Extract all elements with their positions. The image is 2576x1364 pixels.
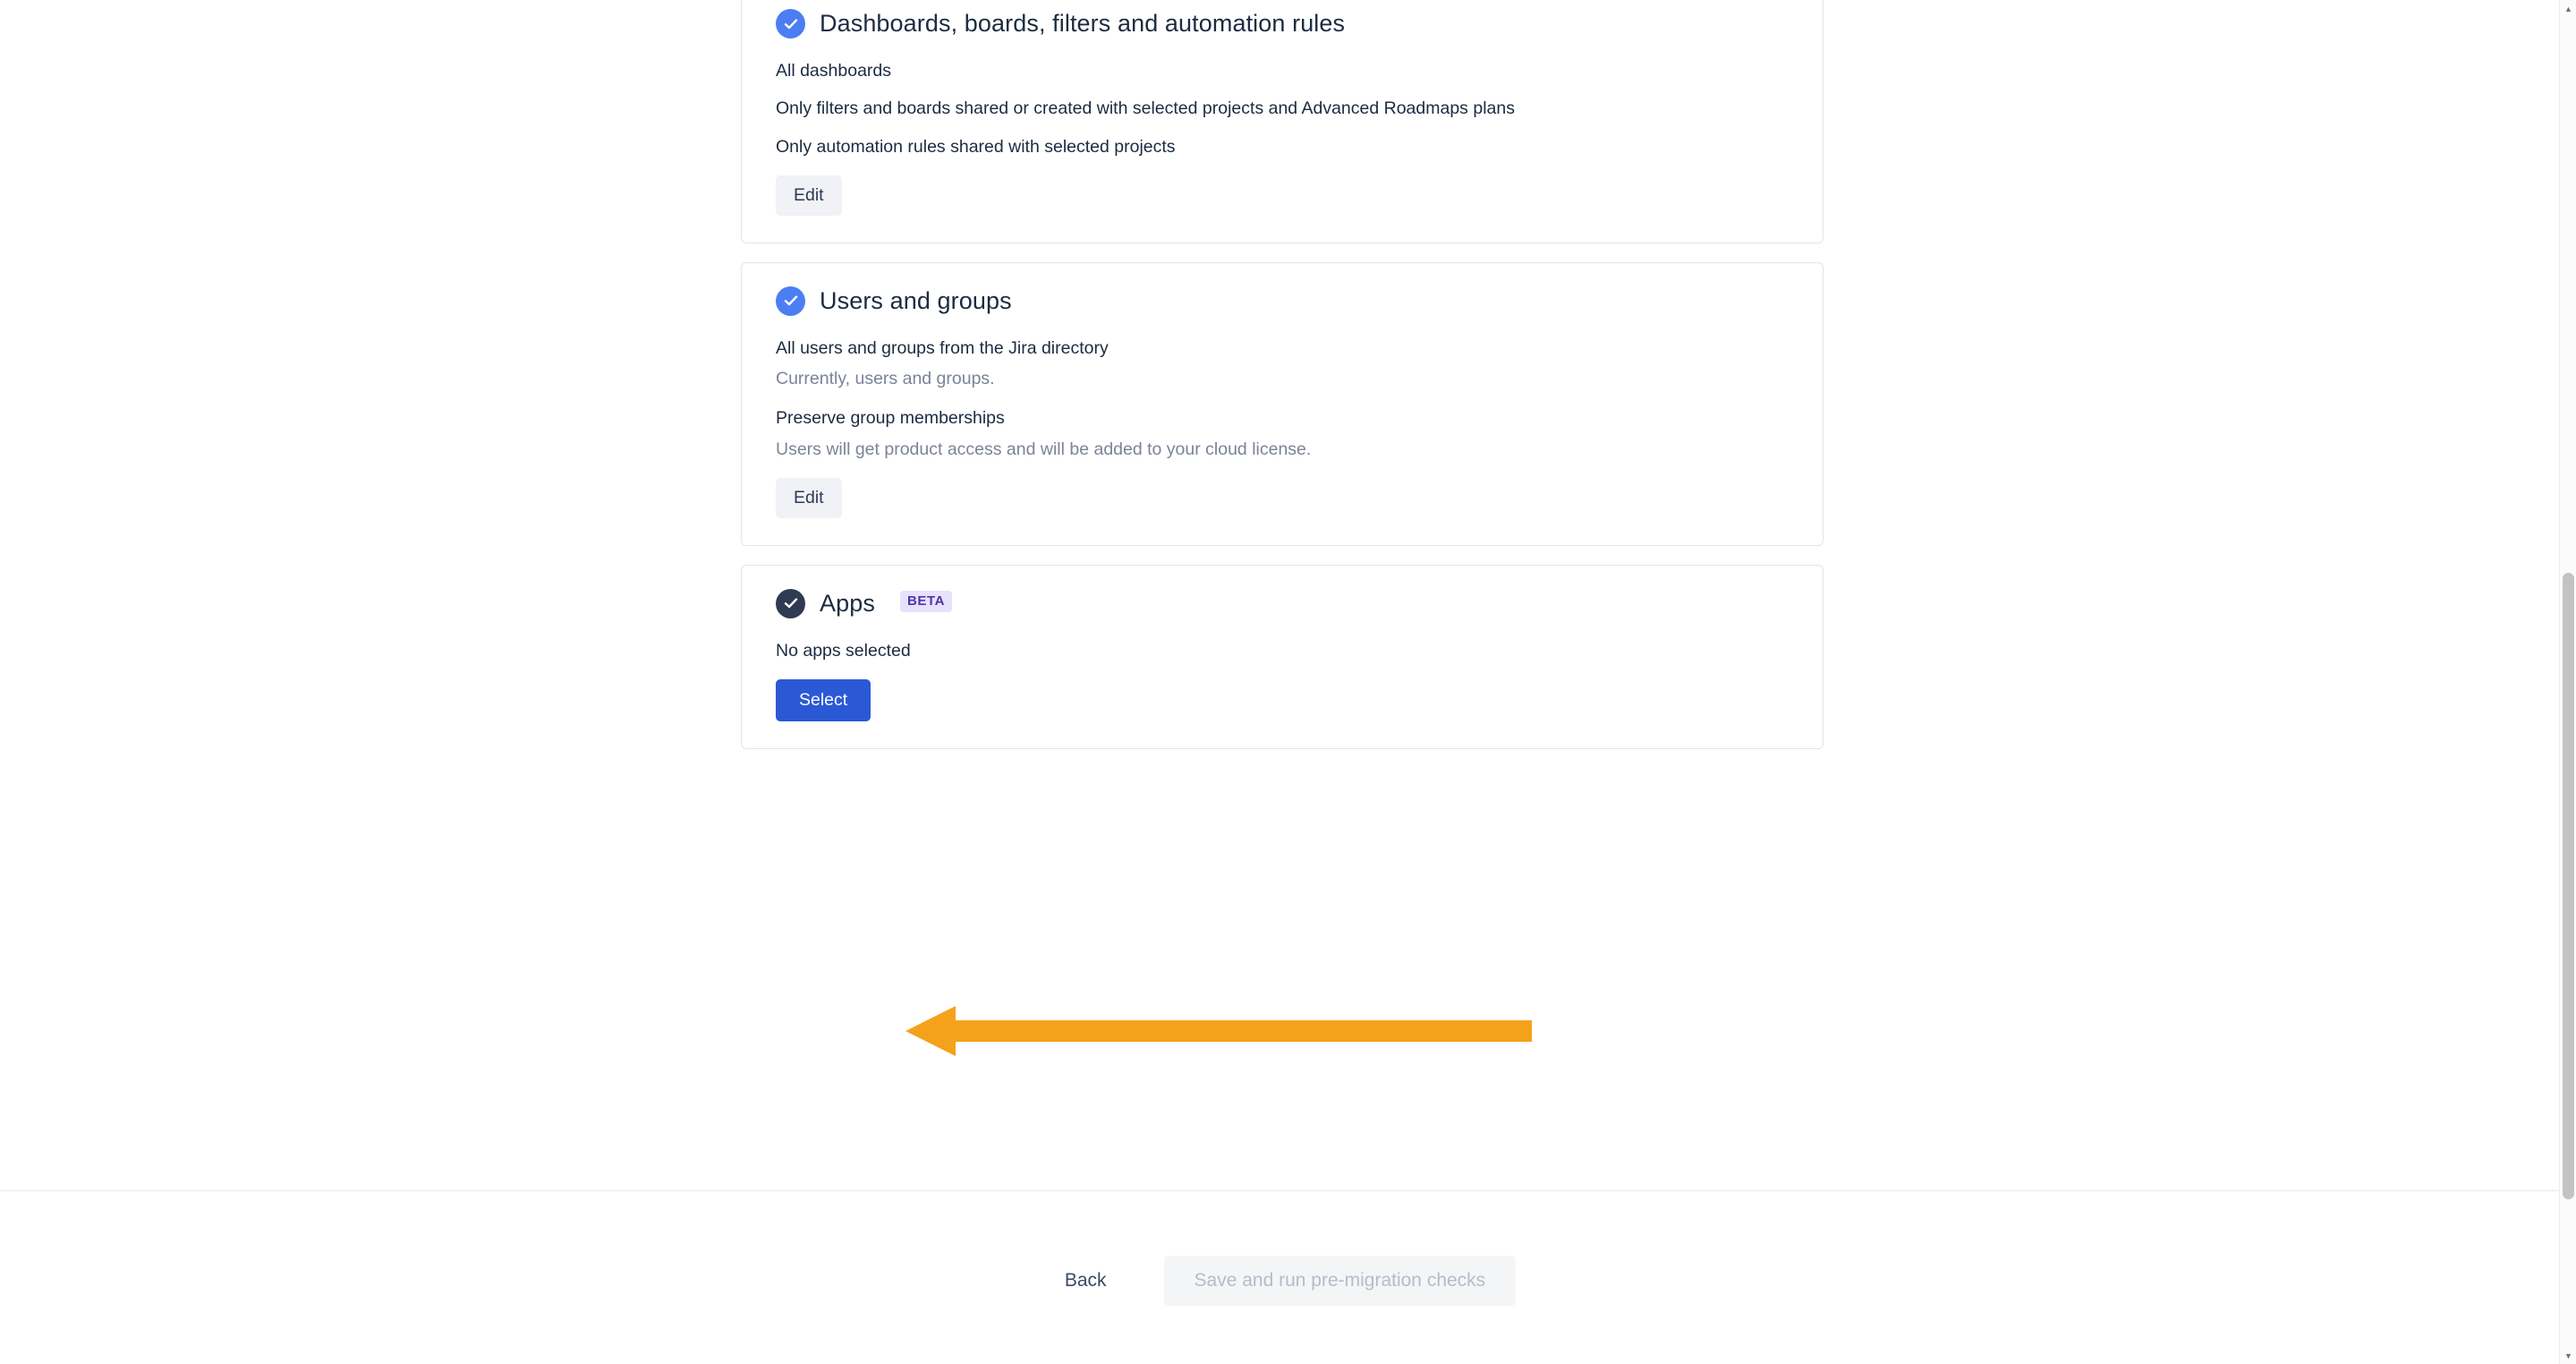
scope-detail-line: All users and groups from the Jira directory [776,337,1109,358]
scope-detail-line: All dashboards [776,61,891,81]
footer-actions [1043,1256,1516,1306]
scope-detail-line: Preserve group memberships [776,408,1005,429]
scope-detail-line: Only automation rules shared with selected projects [776,136,1176,157]
scope-detail-line: Only filters and boards shared or created with selected projects and Advanced Roadmaps plans [776,98,1515,119]
scope-detail-line: No apps selected [776,640,911,661]
scope-card-users-title: Users and groups [820,286,1012,314]
check-circle-icon [776,286,805,316]
edit-button-dashboards[interactable]: Edit [776,175,842,216]
vertical-scrollbar[interactable] [2559,0,2576,1364]
scope-card-dashboards-title: Dashboards, boards, filters and automation rules [820,10,1346,37]
scope-card-users-and-groups [741,262,1824,546]
scroll-up-icon[interactable]: ▲ [2564,4,2572,13]
scope-card-apps-header [776,589,1789,618]
page-footer [0,1190,2559,1364]
scope-card-dashboards [741,0,1824,243]
check-circle-icon [776,589,805,618]
beta-badge: BETA [900,591,952,612]
scroll-down-icon[interactable]: ▼ [2564,1351,2572,1360]
scope-card-dashboards-header [776,9,1789,38]
scope-card-list [741,0,1824,768]
scope-card-apps-title: Apps [820,589,875,617]
scope-detail-subline: Currently, users and groups. [776,369,995,389]
select-apps-button[interactable]: Select [776,679,871,721]
scope-detail-subline: Users will get product access and will be added to your cloud license. [776,439,1312,459]
back-button[interactable]: Back [1043,1257,1128,1304]
edit-button-users-and-groups[interactable]: Edit [776,478,842,518]
scope-card-apps [741,565,1824,749]
scope-card-users-header [776,286,1789,316]
save-and-run-checks-button[interactable]: Save and run pre-migration checks [1164,1256,1517,1306]
check-circle-icon [776,9,805,38]
scrollbar-thumb[interactable] [2563,573,2574,1199]
